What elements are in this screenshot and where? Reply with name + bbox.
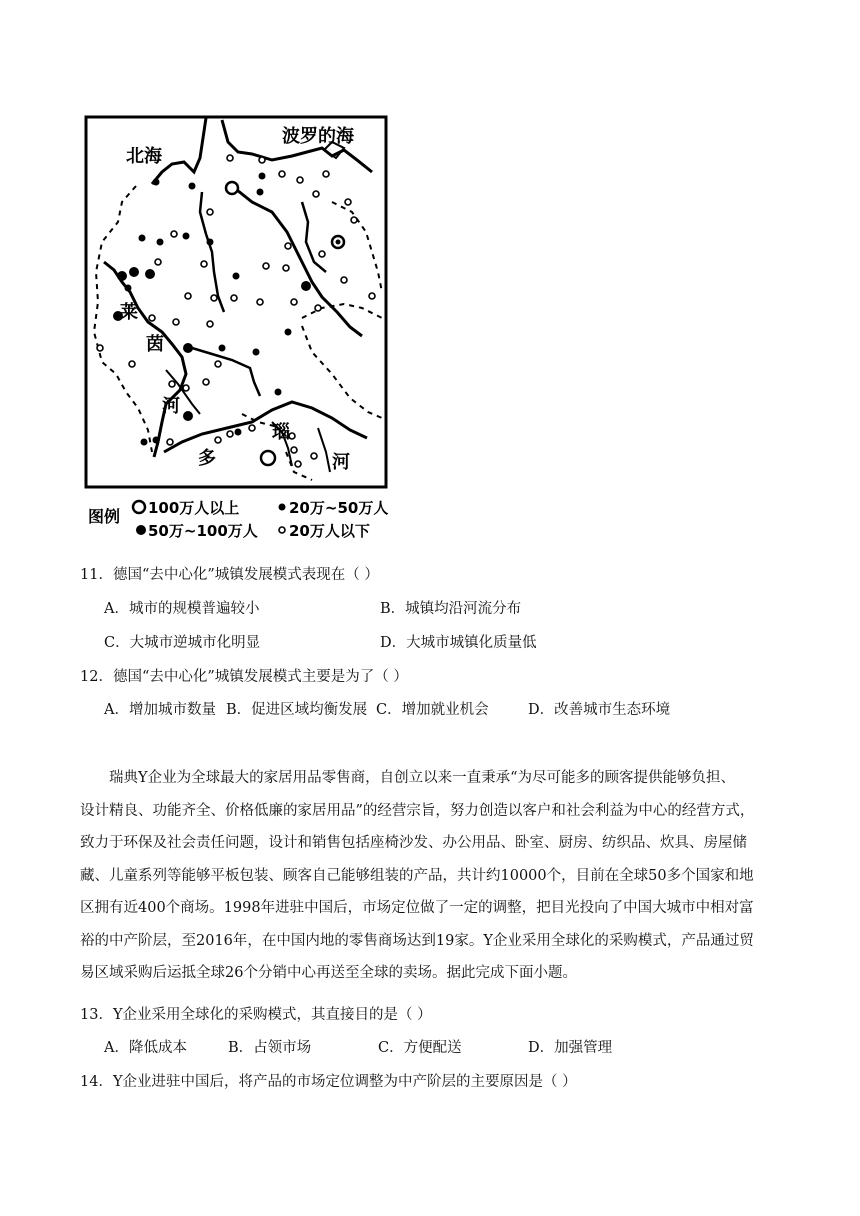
city-under-200k: [297, 177, 303, 183]
city-under-200k: [249, 425, 255, 431]
city-under-200k: [311, 453, 317, 459]
passage-line: 易区域采购后运抵全球26个分销中心再送至全球的卖场。据此完成下面小题。: [80, 965, 577, 981]
city-under-200k: [369, 293, 375, 299]
elbe-river: [232, 186, 362, 336]
city-under-200k: [97, 345, 103, 351]
city-under-200k: [291, 447, 297, 453]
city-200k-500k: [219, 345, 226, 352]
city-200k-500k: [125, 285, 132, 292]
city-under-200k: [169, 381, 175, 387]
city-200k-500k: [141, 439, 148, 446]
north-sea-label: 北海: [126, 146, 162, 167]
question-12-stem: 12．德国“去中心化”城镇发展模式主要是为了（ ）: [80, 669, 408, 685]
question-14-stem: 14．Y企业进驻中国后，将产品的市场定位调整为中产阶层的主要原因是（ ）: [80, 1074, 577, 1090]
city-200k-500k: [153, 179, 160, 186]
question-11-stem: 11．德国“去中心化”城镇发展模式表现在（ ）: [80, 567, 379, 583]
main-river: [192, 348, 260, 396]
city-under-200k: [173, 319, 179, 325]
passage-line: 裕的中产阶层，至2016年，在中国内地的零售商场达到19家。Y企业采用全球化的采购模式，产品通过贸: [80, 932, 754, 949]
question-13-option-c[interactable]: C．方便配送: [378, 1040, 462, 1056]
city-under-200k: [185, 293, 191, 299]
city-under-200k: [155, 259, 161, 265]
city-under-200k: [227, 155, 233, 161]
passage-line: 藏、儿童系列等能够平板包装、顾客自己能够组装的产品，共计约10000个，目前在全球50多个国家和地: [80, 867, 754, 884]
rhine-river: [104, 262, 186, 457]
question-11-option-c[interactable]: C．大城市逆城市化明显: [104, 635, 261, 651]
city-under-200k: [201, 261, 207, 267]
passage-line: 致力于环保及社会责任问题，设计和销售包括座椅沙发、办公用品、卧室、厨房、纺织品、炊具、房屋储: [80, 835, 747, 851]
rhine-label-2: 茵: [146, 334, 164, 355]
legend-over-1m-symbol: [133, 501, 145, 513]
city-200k-500k: [257, 189, 264, 196]
city-500k-1m: [129, 267, 139, 277]
legend-500k-1m: 50万~100万人: [148, 522, 258, 540]
rhine-label-1: 莱: [120, 302, 138, 323]
germany-city-map: [82, 112, 392, 540]
question-12-option-a[interactable]: A．增加城市数量: [104, 702, 216, 718]
city-200k-500k: [207, 239, 214, 246]
city-under-200k: [313, 191, 319, 197]
city-under-200k: [259, 157, 265, 163]
city-200k-500k: [189, 183, 196, 190]
city-over-1m: [336, 240, 341, 245]
question-11-option-d[interactable]: D．大城市城镇化质量低: [380, 635, 537, 651]
city-200k-500k: [259, 173, 266, 180]
legend-title: 图例: [88, 507, 121, 526]
city-under-200k: [171, 231, 177, 237]
city-under-200k: [227, 431, 233, 437]
city-under-200k: [341, 277, 347, 283]
city-200k-500k: [275, 389, 282, 396]
question-12-option-c[interactable]: C．增加就业机会: [376, 702, 489, 718]
legend-200k-500k-symbol: [279, 504, 286, 511]
rhine-label-3: 河: [162, 396, 180, 417]
city-under-200k: [167, 439, 173, 445]
city-under-200k: [291, 299, 297, 305]
question-13-option-d[interactable]: D．加强管理: [528, 1040, 613, 1056]
city-under-200k: [215, 437, 221, 443]
country-border: [94, 186, 382, 480]
danube-label-3: 河: [332, 452, 350, 473]
passage-line: 瑞典Y企业为全球最大的家居用品零售商，自创立以来一直秉承“为尽可能多的顾客提供能够负担、: [109, 770, 735, 786]
city-under-200k: [319, 251, 325, 257]
legend-200k-500k: 20万~50万人: [289, 499, 389, 517]
danube-label-1: 多: [198, 448, 216, 469]
city-under-200k: [183, 385, 189, 391]
city-under-200k: [263, 263, 269, 269]
city-200k-500k: [253, 349, 260, 356]
city-under-200k: [257, 299, 263, 305]
city-200k-500k: [235, 429, 242, 436]
city-under-200k: [279, 171, 285, 177]
question-12-option-d[interactable]: D．改善城市生态环境: [528, 702, 671, 718]
city-under-200k: [207, 321, 213, 327]
question-13-stem: 13．Y企业采用全球化的采购模式，其直接目的是（ ）: [80, 1007, 432, 1023]
danube-river: [164, 402, 367, 452]
city-under-200k: [285, 243, 291, 249]
oder-river: [302, 202, 326, 272]
city-under-200k: [315, 305, 321, 311]
city-200k-500k: [233, 273, 240, 280]
city-under-200k: [207, 209, 213, 215]
city-500k-1m: [145, 269, 155, 279]
city-under-200k: [211, 295, 217, 301]
city-500k-1m: [183, 343, 193, 353]
city-200k-500k: [157, 239, 164, 246]
city-under-200k: [323, 171, 329, 177]
city-200k-500k: [153, 437, 160, 444]
question-12-option-b[interactable]: B．促进区域均衡发展: [226, 702, 368, 718]
question-11-option-b[interactable]: B．城镇均沿河流分布: [380, 601, 522, 617]
city-over-1m: [226, 182, 238, 194]
legend-under-200k: 20万人以下: [289, 522, 370, 540]
city-over-1m: [261, 451, 275, 465]
city-500k-1m: [117, 271, 127, 281]
city-500k-1m: [301, 281, 311, 291]
question-11-option-a[interactable]: A．城市的规模普遍较小: [104, 601, 260, 617]
city-under-200k: [283, 265, 289, 271]
city-200k-500k: [285, 329, 292, 336]
city-under-200k: [129, 361, 135, 367]
danube-label-2: 瑙: [272, 422, 290, 443]
city-200k-500k: [139, 235, 146, 242]
legend-over-1m: 100万人以上: [148, 499, 240, 517]
city-under-200k: [203, 379, 209, 385]
city-under-200k: [345, 199, 351, 205]
reading-passage: [80, 762, 784, 990]
legend-under-200k-symbol: [279, 527, 285, 533]
city-under-200k: [149, 315, 155, 321]
question-13-option-a[interactable]: A．降低成本: [104, 1040, 187, 1056]
city-under-200k: [295, 461, 301, 467]
legend-500k-1m-symbol: [136, 525, 146, 535]
passage-line: 区拥有近400个商场。1998年进驻中国后，市场定位做了一定的调整，把目光投向了中国大城市中相对富: [80, 900, 754, 916]
city-under-200k: [215, 361, 221, 367]
city-under-200k: [231, 295, 237, 301]
city-500k-1m: [183, 411, 193, 421]
passage-line: 设计精良、功能齐全、价格低廉的家居用品”的经营宗旨，努力创造以客户和社会利益为中心的经营方式，: [80, 802, 755, 819]
question-13-option-b[interactable]: B．占领市场: [228, 1040, 312, 1056]
baltic-sea-label: 波罗的海: [282, 126, 354, 147]
city-under-200k: [351, 217, 357, 223]
city-200k-500k: [183, 233, 190, 240]
